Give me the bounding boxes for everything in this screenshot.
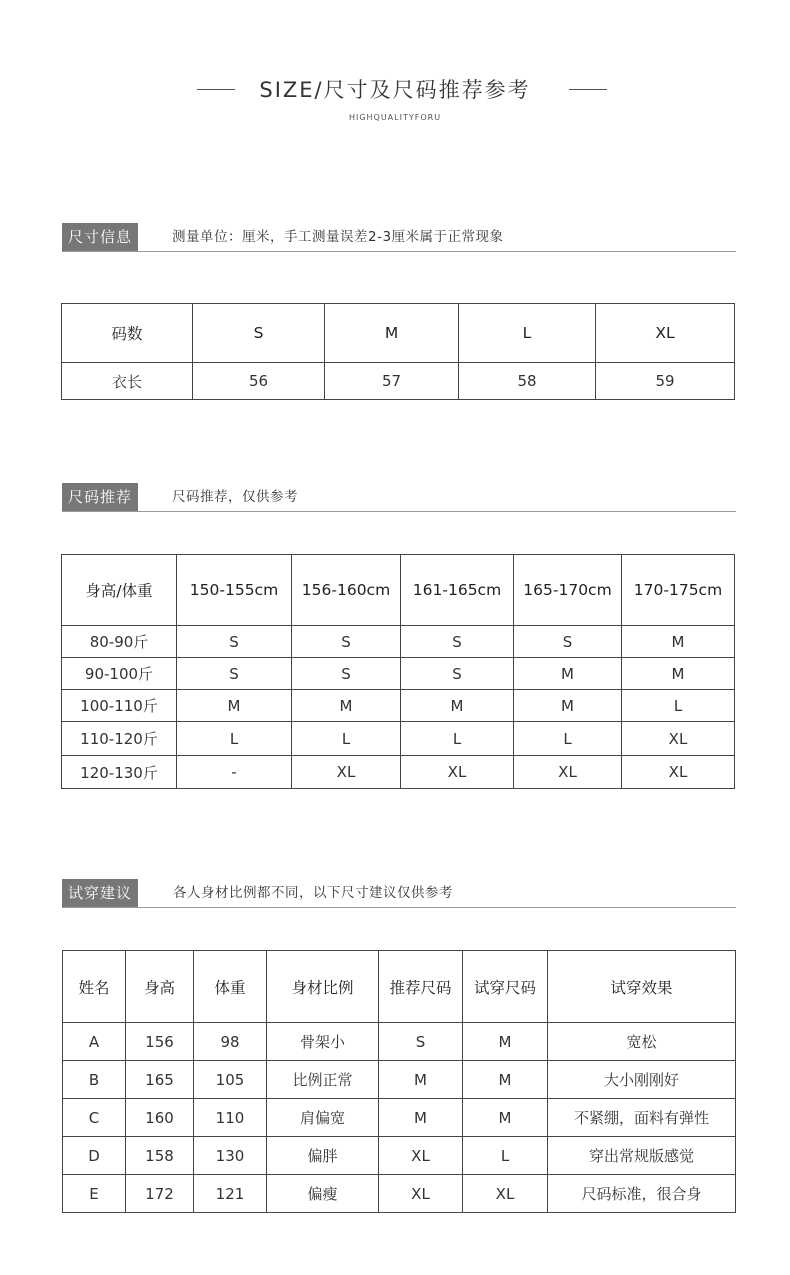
- title-right-rule: [569, 89, 607, 90]
- table-cell: 不紧绷，面料有弹性: [548, 1099, 736, 1137]
- table-cell: M: [514, 690, 622, 722]
- table-cell: M: [379, 1099, 463, 1137]
- table-cell: 90-100斤: [62, 658, 177, 690]
- header-cell: XL: [596, 304, 735, 363]
- table-cell: 130: [194, 1137, 267, 1175]
- table-header-row: [63, 951, 736, 1023]
- header-cell: 161-165cm: [401, 555, 514, 626]
- header-cell: 170-175cm: [622, 555, 735, 626]
- table-row: [62, 658, 735, 690]
- table-cell: 105: [194, 1061, 267, 1099]
- header-cell: 身高: [126, 951, 194, 1023]
- page-subtitle: HIGHQUALITYFORU: [348, 113, 442, 122]
- table-cell: 120-130斤: [62, 756, 177, 789]
- table-cell: L: [401, 722, 514, 756]
- table-row: [62, 363, 735, 400]
- table-cell: 110: [194, 1099, 267, 1137]
- table-cell: 宽松: [548, 1023, 736, 1061]
- table-cell: 58: [459, 363, 596, 400]
- try-on-section-header: [62, 879, 736, 908]
- table-cell: XL: [401, 756, 514, 789]
- table-cell: 偏瘦: [267, 1175, 379, 1213]
- table-cell: XL: [622, 722, 735, 756]
- table-cell: -: [177, 756, 292, 789]
- try-on-tag: 试穿建议: [62, 879, 138, 907]
- table-cell: S: [177, 626, 292, 658]
- try-on-table: [62, 950, 736, 1213]
- table-cell: M: [463, 1023, 548, 1061]
- table-cell: M: [379, 1061, 463, 1099]
- header-cell: 码数: [62, 304, 193, 363]
- table-cell: 172: [126, 1175, 194, 1213]
- table-cell: 骨架小: [267, 1023, 379, 1061]
- table-cell: S: [292, 626, 401, 658]
- table-cell: S: [292, 658, 401, 690]
- header-cell: 体重: [194, 951, 267, 1023]
- table-cell: L: [177, 722, 292, 756]
- table-cell: 56: [193, 363, 325, 400]
- table-cell: S: [401, 626, 514, 658]
- table-cell: M: [292, 690, 401, 722]
- header-cell: 150-155cm: [177, 555, 292, 626]
- header-cell: S: [193, 304, 325, 363]
- table-cell: 59: [596, 363, 735, 400]
- table-row: [62, 690, 735, 722]
- table-cell: XL: [379, 1175, 463, 1213]
- size-rec-desc: 尺码推荐，仅供参考: [172, 489, 298, 505]
- table-cell: 160: [126, 1099, 194, 1137]
- table-cell: XL: [622, 756, 735, 789]
- table-cell: 100-110斤: [62, 690, 177, 722]
- table-cell: XL: [463, 1175, 548, 1213]
- table-cell: L: [622, 690, 735, 722]
- table-cell: 156: [126, 1023, 194, 1061]
- size-info-tag: 尺寸信息: [62, 223, 138, 251]
- header-cell: 姓名: [63, 951, 126, 1023]
- table-cell: M: [463, 1099, 548, 1137]
- table-row: [63, 1099, 736, 1137]
- table-row: [62, 756, 735, 789]
- table-cell: XL: [379, 1137, 463, 1175]
- header-cell: 156-160cm: [292, 555, 401, 626]
- header-cell: 165-170cm: [514, 555, 622, 626]
- table-cell: S: [177, 658, 292, 690]
- table-row: [63, 1061, 736, 1099]
- table-cell: XL: [292, 756, 401, 789]
- header-cell: L: [459, 304, 596, 363]
- table-cell: S: [401, 658, 514, 690]
- size-info-table: [61, 303, 735, 400]
- header-cell: 试穿效果: [548, 951, 736, 1023]
- table-cell: 110-120斤: [62, 722, 177, 756]
- table-cell: M: [622, 626, 735, 658]
- table-cell: 121: [194, 1175, 267, 1213]
- size-info-section-header: [62, 223, 736, 252]
- table-row: [62, 722, 735, 756]
- page-title: SIZE/尺寸及尺码推荐参考: [259, 78, 531, 102]
- table-cell: 57: [325, 363, 459, 400]
- table-header-row: [62, 304, 735, 363]
- table-cell: B: [63, 1061, 126, 1099]
- table-cell: M: [177, 690, 292, 722]
- table-row: [63, 1023, 736, 1061]
- table-cell: 大小刚刚好: [548, 1061, 736, 1099]
- table-cell: 穿出常规版感觉: [548, 1137, 736, 1175]
- table-cell: L: [292, 722, 401, 756]
- table-cell: S: [379, 1023, 463, 1061]
- size-info-desc: 测量单位：厘米，手工测量误差2-3厘米属于正常现象: [172, 229, 504, 245]
- header-cell: 推荐尺码: [379, 951, 463, 1023]
- table-cell: 165: [126, 1061, 194, 1099]
- page-header: [0, 72, 790, 106]
- header-cell: M: [325, 304, 459, 363]
- try-on-desc: 各人身材比例都不同，以下尺寸建议仅供参考: [173, 885, 453, 901]
- table-cell: 衣长: [62, 363, 193, 400]
- table-cell: D: [63, 1137, 126, 1175]
- table-cell: 偏胖: [267, 1137, 379, 1175]
- table-cell: M: [514, 658, 622, 690]
- table-cell: 尺码标准，很合身: [548, 1175, 736, 1213]
- size-rec-section-header: [62, 483, 736, 512]
- table-cell: M: [463, 1061, 548, 1099]
- table-cell: XL: [514, 756, 622, 789]
- table-cell: 比例正常: [267, 1061, 379, 1099]
- table-header-row: [62, 555, 735, 626]
- table-cell: 80-90斤: [62, 626, 177, 658]
- size-rec-table: [61, 554, 735, 789]
- table-cell: C: [63, 1099, 126, 1137]
- table-row: [63, 1175, 736, 1213]
- header-cell: 试穿尺码: [463, 951, 548, 1023]
- table-cell: 158: [126, 1137, 194, 1175]
- table-cell: S: [514, 626, 622, 658]
- header-cell: 身材比例: [267, 951, 379, 1023]
- table-cell: 98: [194, 1023, 267, 1061]
- table-cell: L: [514, 722, 622, 756]
- size-rec-tag: 尺码推荐: [62, 483, 138, 511]
- table-cell: M: [401, 690, 514, 722]
- table-row: [62, 626, 735, 658]
- table-cell: L: [463, 1137, 548, 1175]
- table-cell: E: [63, 1175, 126, 1213]
- table-cell: A: [63, 1023, 126, 1061]
- table-cell: M: [622, 658, 735, 690]
- header-cell: 身高/体重: [62, 555, 177, 626]
- table-cell: 肩偏宽: [267, 1099, 379, 1137]
- table-row: [63, 1137, 736, 1175]
